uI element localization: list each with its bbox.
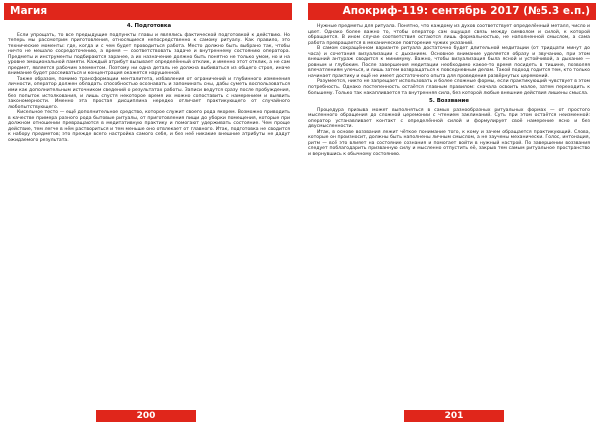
left-page-header	[0, 0, 296, 22]
right-header-title: Апокриф-119: сентябрь 2017 (№5.3 е.п.)	[342, 5, 590, 17]
body-paragraph: Нужные предметы для ритуала. Понятно, что каждому из духов соответствует определённый металл, число и цвет. Однако более важно то, чтобы оператор сам ощущал связь между символом и силой, к которой обращается. В ином случае соответствия остаются лишь формальностью, не наполненной смыслом, а сама работа превращается в механическое повторение чужих указаний.	[308, 24, 590, 46]
right-header-bar	[308, 3, 596, 20]
body-paragraph: В самом сокращённом варианте ритуала достаточно будет длительной медитации (от тридцати минут до часа) и сочетания визуализации с дыханием. Основное внимание уделяется образу и звучанию, при этом внешний антураж сводится к минимуму. Важно, чтобы визуализация была ясной и устойчивой, а дыхание — ровным и глубоким. После завершения медитации необходимо какое-то время посидеть в тишине, позволяя впечатлениям улечься, и лишь затем возвращаться к повседневным делам. Такой подход годится тем, кто только начинает практику и ещё не имеет достаточного опыта для проведения развёрнутых церемоний.	[308, 46, 590, 79]
section-title-invocation: 5. Воззвание	[429, 98, 469, 105]
section-title-preparation: 4. Подготовка	[126, 23, 172, 29]
left-header-title: Магия	[10, 5, 48, 17]
left-header-bar	[4, 3, 292, 20]
body-paragraph: Кисельное тесто — ещё дополнительное средство, которое служит своего рода якорем. Возможно приводить в качестве примера разного рода бытовые ритуалы, от приготовления пищи до уборки помещения, которые при должном отношении превращаются в медитативную практику и помогают удерживать состояние. Чем проще действие, тем легче в нём раствориться и тем меньше оно отвлекает от главного. Итак, подготовка не сводится к набору предметов; это прежде всего настройка самого себя, и без неё никакие внешние атрибуты не дадут ожидаемого результата.	[8, 110, 290, 143]
body-paragraph: Также образом, помимо трансформации менталитета, избавления от ограничений и глубинного изменения личности, оператор должен обладать способностью осознавать и запоминать сны, дабы суметь воспользоваться ими как дополнительным источником сведений о результатах работы. Записи ведутся сразу после пробуждения, без попыток истолкования, и лишь спустя некоторое время их можно сопоставить с намерением и выявить закономерности. Именно эта простая дисциплина нередко отличает практикующего от случайного любопытствующего.	[8, 76, 290, 110]
page-gutter	[296, 0, 304, 424]
body-paragraph: Если упрощать, то все предыдущие подпункты главы и являлись фактической подготовкой к действию. Но теперь мы рассмотрим приготовления, относящиеся непосредственно к самому ритуалу. Как правило, это технические моменты: где, когда и с чем будет проводиться работа. Место должно быть выбрано так, чтобы ничто не мешало сосредоточению, а время — соответствовать задаче и внутреннему состоянию оператора. Предметы и инструменты подбираются заранее, а их назначение должно быть понятно не только умом, но и на уровне эмоциональной памяти. Каждый атрибут вызывает определённый отклик, и именно этот отклик, а не сам предмет, является рабочим элементом. Поэтому ни одна деталь не должна выбиваться из общего строя, иначе внимание будет рассеиваться и концентрация окажется нарушенной.	[8, 32, 290, 77]
left-page-number: 200	[96, 410, 196, 422]
right-page-number: 201	[404, 410, 504, 422]
body-paragraph: Итак, в основе воззвания лежит чёткое понимание того, к кому и зачем обращается практикующий. Слова, которые он произносит, должны быть наполнены личным смыслом, а не заучены механически. Голос, интонация, ритм — всё это влияет на состояние сознания и помогает войти в нужный настрой. По завершении воззвания следует поблагодарить призванную силу и мысленно отпустить её, закрыв тем самым ритуальное пространство и вернувшись к обычному состоянию.	[308, 129, 590, 158]
body-paragraph: Разумеется, никто не запрещает использовать и более сложные формы, если практикующий чувствует в этом потребность. Однако постепенность остаётся главным правилом: сначала освоить малое, затем переходить к большему. Только так накапливается та внутренняя сила, без которой любые внешние действия лишены смысла.	[308, 79, 590, 96]
right-page-header	[304, 0, 600, 22]
right-page-column	[308, 24, 590, 158]
left-page-column	[8, 24, 290, 143]
body-paragraph: Процедура призыва может выполняться в самых разнообразных ритуальных формах — от простого мысленного обращения до сложной церемонии с чтением заклинаний. Суть при этом остаётся неизменной: оператор устанавливает контакт с определённой силой и формулирует своё намерение ясно и без двусмысленности.	[308, 107, 590, 130]
